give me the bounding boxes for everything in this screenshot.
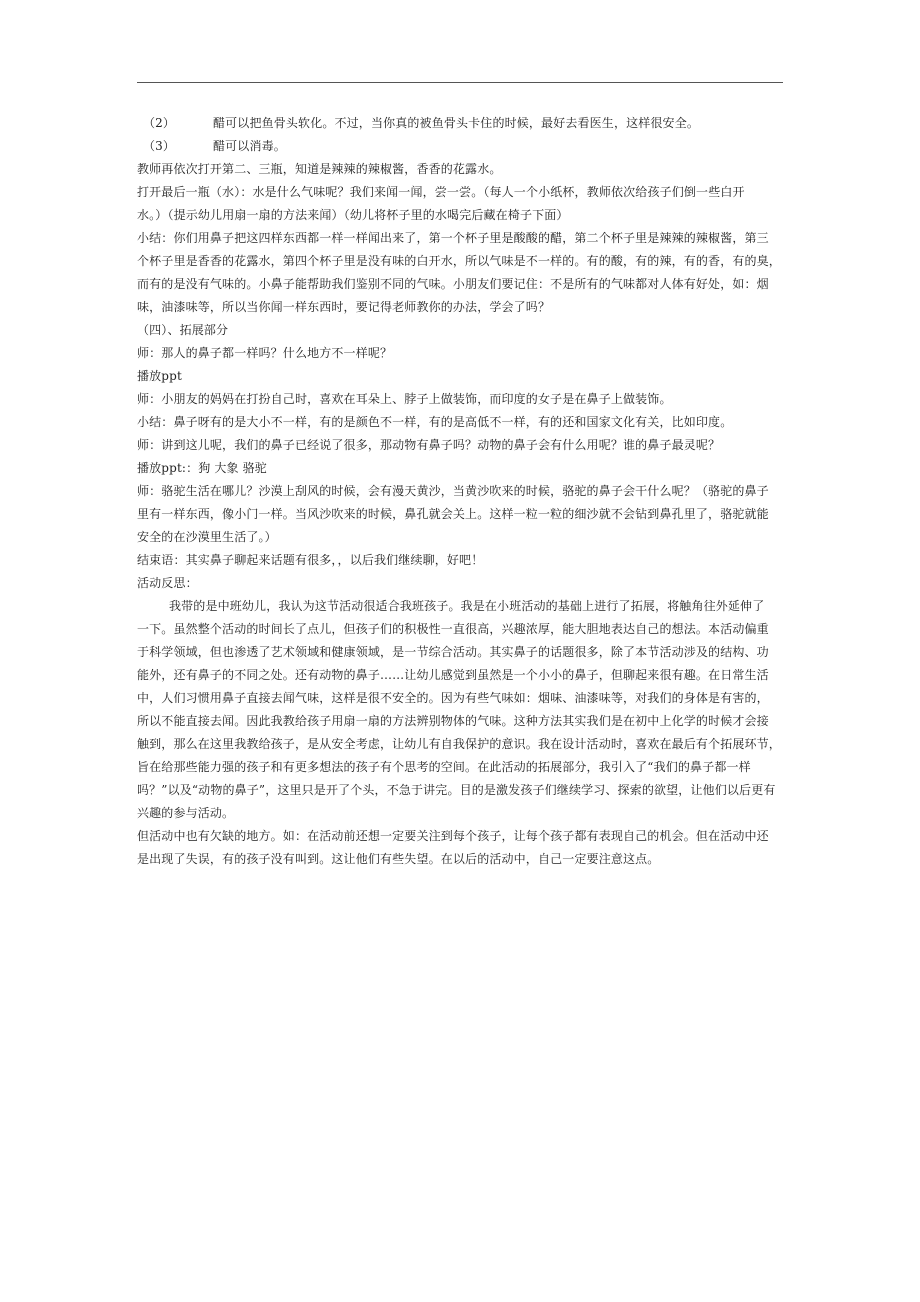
list-number: （3） [143, 139, 176, 153]
reflection-line: 能外，还有鼻子的不同之处。还有动物的鼻子……让幼儿感觉到虽然是一个小小的鼻子，但聊起来很有趣。在日常生活 [137, 668, 769, 682]
reflection-line: 中，人们习惯用鼻子直接去闻气味，这样是很不安全的。因为有些气味如：烟味、油漆味等，对我们的身体是有害的， [137, 691, 769, 705]
final-line: 是出现了失误，有的孩子没有叫到。这让他们有些失望。在以后的活动中，自己一定要注意这点。 [137, 852, 660, 866]
list-text: 醋可以消毒。 [213, 139, 286, 153]
text-line: 里有一样东西，像小门一样。当风沙吹来的时候，鼻孔就会关上。这样一粒一粒的细沙就不会钻到鼻孔里了，骆驼就能 [137, 507, 769, 521]
text-line: 师：骆驼生活在哪儿？沙漠上刮风的时候，会有漫天黄沙，当黄沙吹来的时候，骆驼的鼻子会干什么呢？（骆驼的鼻子 [137, 484, 769, 498]
text-line: 个杯子里是香香的花露水，第四个杯子里是没有味的白开水，所以气味是不一样的。有的酸，有的辣，有的香，有的臭， [137, 254, 781, 268]
text-line: 小结：鼻子呀有的是大小不一样，有的是颜色不一样，有的是高低不一样，有的还和国家文化有关，比如印度。 [137, 415, 733, 429]
reflection-line: 触到，那么在这里我教给孩子，是从安全考虑，让幼儿有自我保护的意识。我在设计活动时，喜欢在最后有个拓展环节， [137, 737, 781, 751]
header-rule [137, 82, 783, 83]
text-line: 师：小朋友的妈妈在打扮自己时，喜欢在耳朵上、脖子上做装饰，而印度的女子是在鼻子上做装饰。 [137, 392, 672, 406]
final-line: 但活动中也有欠缺的地方。如：在活动前还想一定要关注到每个孩子，让每个孩子都有表现自己的机会。但在活动中还 [137, 829, 769, 843]
reflection-line: 于科学领域，但也渗透了艺术领域和健康领域，是一节综合活动。其实鼻子的话题很多，除了本节活动涉及的结构、功 [137, 645, 769, 659]
text-line: 结束语：其实鼻子聊起来话题有很多，，以后我们继续聊，好吧！ [137, 553, 484, 567]
text-line: 安全的在沙漠里生活了。） [137, 530, 277, 544]
text-line: 师：讲到这儿呢，我们的鼻子已经说了很多，那动物有鼻子吗？动物的鼻子会有什么用呢？谁的鼻子最灵呢？ [137, 438, 721, 452]
list-item [137, 112, 785, 135]
list-text: 醋可以把鱼骨头软化。不过，当你真的被鱼骨头卡住的时候，最好去看医生，这样很安全。 [213, 116, 700, 130]
text-line: 播放ppt [137, 369, 182, 383]
section-heading: 活动反思： [137, 576, 198, 590]
text-line: 教师再依次打开第二、三瓶，知道是辣辣的辣椒酱，香香的花露水。 [137, 162, 502, 176]
text-line: 味，油漆味等，所以当你闻一样东西时，要记得老师教你的办法，学会了吗？ [137, 300, 551, 314]
reflection-line: 吗？”以及“动物的鼻子”，这里只是开了个头，不急于讲完。目的是激发孩子们继续学习、探索的欲望，让他们以后更有 [137, 783, 776, 797]
text-line: 打开最后一瓶（水）：水是什么气味呢？我们来闻一闻，尝一尝。（每人一个小纸杯，教师依次给孩子们倒一些白开 [137, 185, 745, 199]
reflection-line: 旨在给那些能力强的孩子和有更多想法的孩子有个思考的空间。在此活动的拓展部分，我引入了“我们的鼻子都一样 [137, 760, 751, 774]
reflection-line: 所以不能直接去闻。因此我教给孩子用扇一扇的方法辨别物体的气味。这种方法其实我们是在初中上化学的时候才会接 [137, 714, 769, 728]
text-line: 播放ppt:：狗 大象 骆驼 [137, 461, 267, 475]
text-line: 师：那人的鼻子都一样吗？什么地方不一样呢？ [137, 346, 393, 360]
reflection-line: 我带的是中班幼儿，我认为这节活动很适合我班孩子。我是在小班活动的基础上进行了拓展，将触角往外延伸了 [169, 599, 765, 613]
text-line: 水。）（提示幼儿用扇一扇的方法来闻）（幼儿将杯子里的水喝完后藏在椅子下面） [137, 208, 569, 222]
list-number: （2） [143, 116, 176, 130]
text-line: 小结：你们用鼻子把这四样东西都一样一样闻出来了，第一个杯子里是酸酸的醋，第二个杯子里是辣辣的辣椒酱，第三 [137, 231, 769, 245]
reflection-line: 一下。虽然整个活动的时间长了点儿，但孩子们的积极性一直很高，兴趣浓厚，能大胆地表达自己的想法。本活动偏重 [137, 622, 769, 636]
list-item [137, 135, 785, 158]
document-body [137, 112, 785, 871]
reflection-line: 兴趣的参与活动。 [137, 806, 235, 820]
text-line: 而有的是没有气味的。小鼻子能帮助我们鉴别不同的气味。小朋友们要记住：不是所有的气味都对人体有好处，如：烟 [137, 277, 769, 291]
section-heading: （四）、拓展部分 [137, 323, 229, 337]
